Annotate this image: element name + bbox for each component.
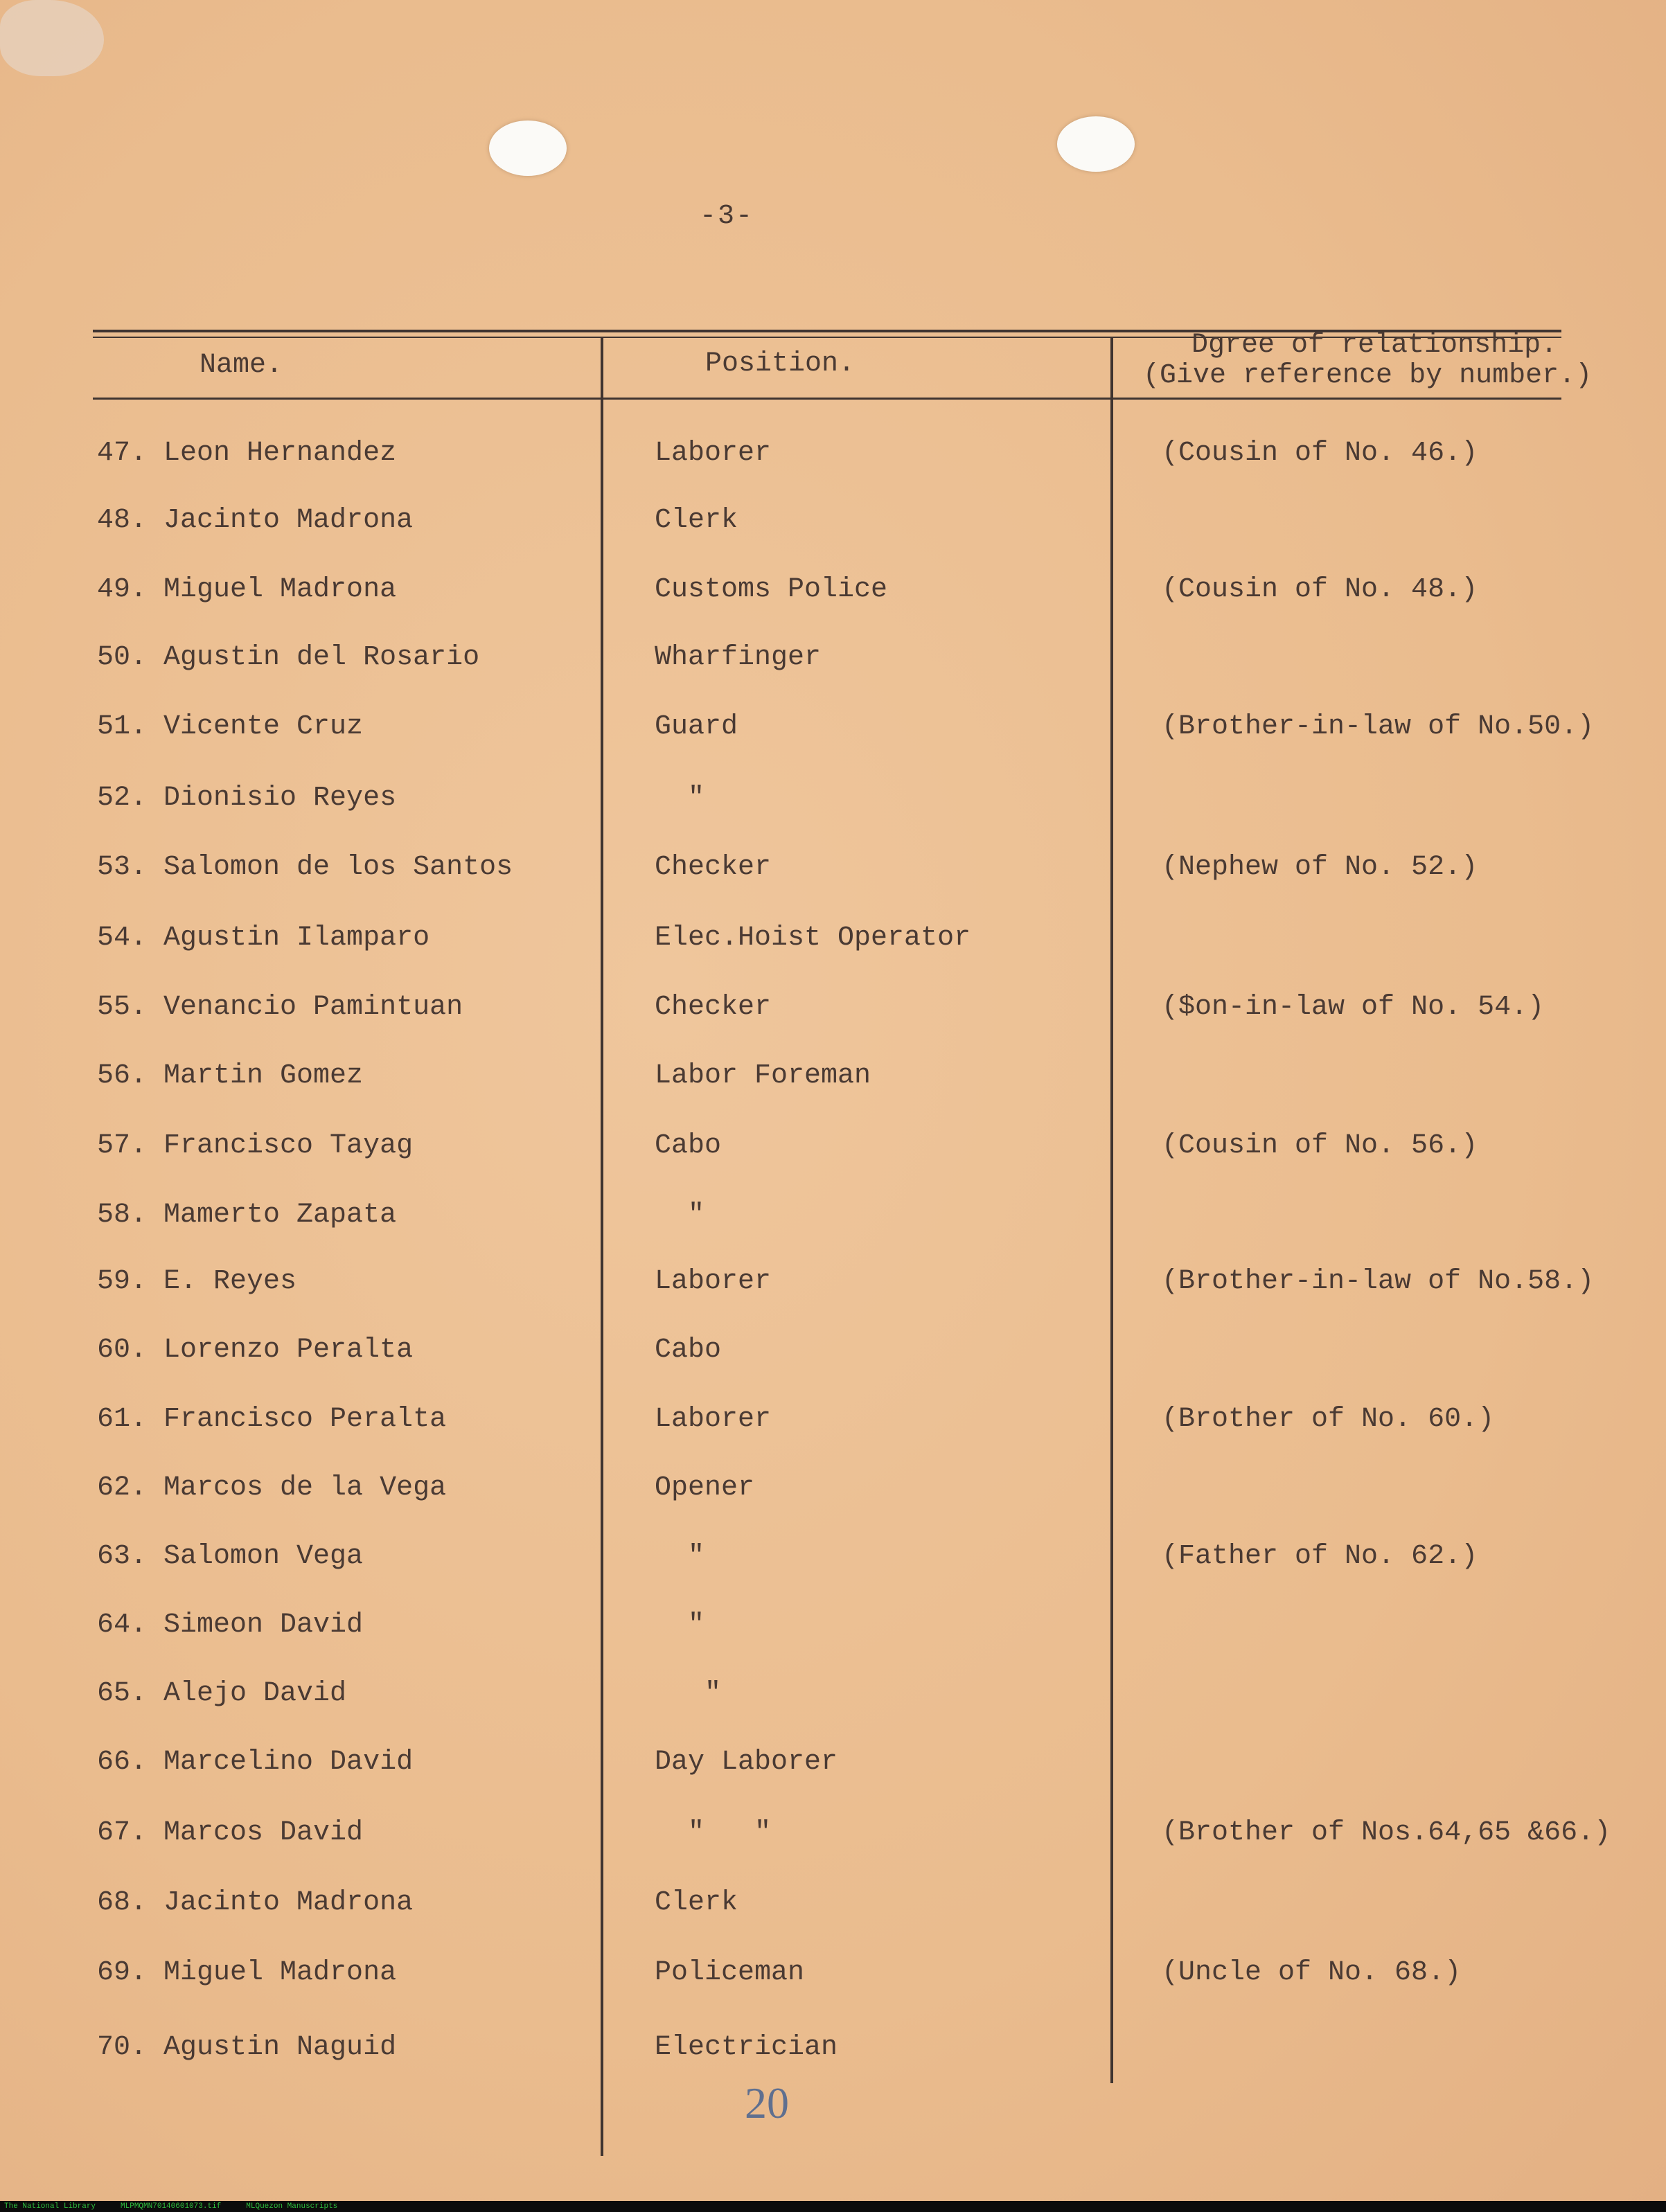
row-position: Opener	[655, 1472, 755, 1504]
row-position: Cabo	[655, 1130, 722, 1161]
row-name: 60. Lorenzo Peralta	[97, 1335, 414, 1366]
row-name: 51. Vicente Cruz	[97, 711, 364, 742]
row-position: Electrician	[655, 2032, 838, 2063]
footer-bar	[0, 2201, 1666, 2212]
row-position: Wharfinger	[655, 642, 822, 673]
row-name: 69. Miguel Madrona	[97, 1957, 397, 1988]
row-position: Laborer	[655, 438, 772, 469]
stamp-number: 20	[745, 2078, 789, 2128]
header-relationship-line2: (Give reference by number.)	[1143, 360, 1593, 391]
row-relationship: (Cousin of No. 56.)	[1162, 1130, 1478, 1161]
row-name: 63. Salomon Vega	[97, 1541, 364, 1572]
row-name: 47. Leon Hernandez	[97, 438, 397, 469]
footer-file: MLPMQMN70140601073.tif	[121, 2202, 222, 2211]
row-position: Day Laborer	[655, 1747, 838, 1778]
row-relationship: (Cousin of No. 48.)	[1162, 574, 1478, 605]
row-position: Customs Police	[655, 574, 888, 605]
row-relationship: (Brother of No. 60.)	[1162, 1404, 1495, 1435]
footer-collection: MLQuezon Manuscripts	[246, 2202, 338, 2211]
column-divider-1	[601, 338, 603, 2156]
row-position: Labor Foreman	[655, 1060, 871, 1091]
row-position: Clerk	[655, 505, 738, 536]
row-name: 70. Agustin Naguid	[97, 2032, 397, 2063]
header-relationship-line1: Dgree of relationship.	[1191, 330, 1558, 361]
row-position: Laborer	[655, 1266, 772, 1297]
header-rule	[93, 398, 1561, 400]
row-name: 53. Salomon de los Santos	[97, 852, 513, 883]
row-position: Guard	[655, 711, 738, 742]
row-name: 56. Martin Gomez	[97, 1060, 364, 1091]
row-relationship: (Cousin of No. 46.)	[1162, 438, 1478, 469]
row-name: 52. Dionisio Reyes	[97, 783, 397, 814]
row-name: 62. Marcos de la Vega	[97, 1472, 447, 1504]
row-position: "	[655, 1678, 722, 1709]
row-position: Clerk	[655, 1887, 738, 1918]
row-name: 59. E. Reyes	[97, 1266, 297, 1297]
row-name: 49. Miguel Madrona	[97, 574, 397, 605]
row-relationship: (Brother-in-law of No.58.)	[1162, 1266, 1595, 1297]
row-position: Checker	[655, 852, 772, 883]
row-position: "	[655, 1609, 705, 1641]
row-name: 48. Jacinto Madrona	[97, 505, 414, 536]
page-number: -3-	[700, 201, 754, 232]
row-name: 68. Jacinto Madrona	[97, 1887, 414, 1918]
row-name: 67. Marcos David	[97, 1817, 364, 1848]
row-name: 66. Marcelino David	[97, 1747, 414, 1778]
row-name: 55. Venancio Pamintuan	[97, 992, 463, 1023]
row-position: "	[655, 783, 705, 814]
row-position: Laborer	[655, 1404, 772, 1435]
punch-hole-right	[1057, 116, 1135, 172]
column-divider-2	[1110, 338, 1113, 2083]
row-name: 64. Simeon David	[97, 1609, 364, 1641]
row-position: "	[655, 1199, 705, 1231]
row-name: 54. Agustin Ilamparo	[97, 922, 430, 954]
row-relationship: (Nephew of No. 52.)	[1162, 852, 1478, 883]
row-name: 57. Francisco Tayag	[97, 1130, 414, 1161]
footer-library: The National Library	[4, 2202, 96, 2211]
row-name: 61. Francisco Peralta	[97, 1404, 447, 1435]
punch-hole-left	[489, 121, 567, 176]
row-position: Policeman	[655, 1957, 805, 1988]
corner-stain	[0, 0, 104, 76]
row-position: "	[655, 1541, 705, 1572]
header-name: Name.	[200, 350, 283, 381]
row-relationship: ($on-in-law of No. 54.)	[1162, 992, 1545, 1023]
row-relationship: (Brother of Nos.64,65 &66.)	[1162, 1817, 1611, 1848]
header-position: Position.	[705, 348, 856, 380]
row-position: Checker	[655, 992, 772, 1023]
row-relationship: (Uncle of No. 68.)	[1162, 1957, 1462, 1988]
row-position: Elec.Hoist Operator	[655, 922, 971, 954]
row-name: 65. Alejo David	[97, 1678, 347, 1709]
row-relationship: (Brother-in-law of No.50.)	[1162, 711, 1595, 742]
row-relationship: (Father of No. 62.)	[1162, 1541, 1478, 1572]
row-name: 58. Mamerto Zapata	[97, 1199, 397, 1231]
row-name: 50. Agustin del Rosario	[97, 642, 480, 673]
row-position: Cabo	[655, 1335, 722, 1366]
row-position: " "	[655, 1817, 772, 1848]
